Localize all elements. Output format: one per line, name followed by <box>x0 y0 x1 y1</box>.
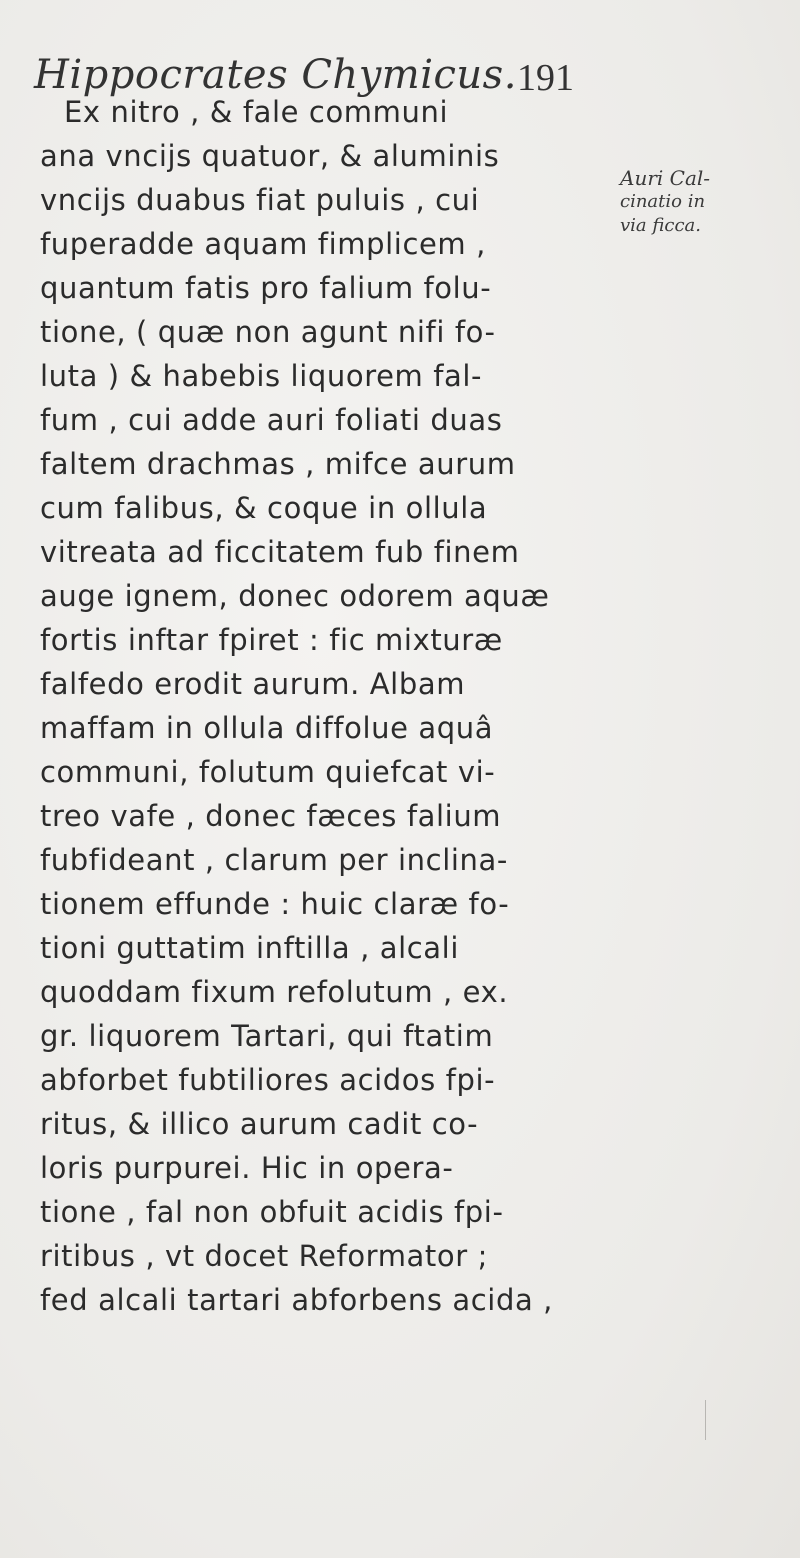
text-line: ritibus , vt docet Reformator ; <box>40 1239 488 1273</box>
paper-blemish <box>705 1400 706 1440</box>
page-number: 191 <box>517 57 574 99</box>
text-line: ana vncijs quatuor, & aluminis <box>40 139 500 173</box>
margin-note-line: via ficca. <box>620 215 701 236</box>
text-line: abforbet fubtiliores acidos fpi- <box>40 1063 496 1097</box>
text-line: vncijs duabus fiat puluis , cui <box>40 183 480 217</box>
text-line: fortis inftar fpiret : fic mixturæ <box>40 623 503 657</box>
text-line: faltem drachmas , mifce aurum <box>40 447 516 481</box>
text-line: quoddam fixum refolutum , ex. <box>40 975 509 1009</box>
running-title: Hippocrates Chymicus. <box>34 52 517 98</box>
text-line: fum , cui adde auri foliati duas <box>40 403 503 437</box>
text-line: quantum fatis pro falium folu- <box>40 271 492 305</box>
text-line: auge ignem, donec odorem aquæ <box>40 579 550 613</box>
margin-note-line: cinatio in <box>620 191 706 212</box>
text-line: fubfideant , clarum per inclina- <box>40 843 508 877</box>
text-line: fuperadde aquam fimplicem , <box>40 227 486 261</box>
text-line: treo vafe , donec fæces falium <box>40 799 502 833</box>
text-line: tione , fal non obfuit acidis fpi- <box>40 1195 504 1229</box>
text-line: ritus, & illico aurum cadit co- <box>40 1107 479 1141</box>
text-line: luta ) & habebis liquorem fal- <box>40 359 483 393</box>
text-line: Ex nitro , & fale communi <box>64 95 449 129</box>
text-line: loris purpurei. Hic in opera- <box>40 1151 454 1185</box>
text-line: falfedo erodit aurum. Albam <box>40 667 466 701</box>
body-text <box>40 84 600 1404</box>
text-line: communi, folutum quiefcat vi- <box>40 755 496 789</box>
text-line: fed alcali tartari abforbens acida , <box>40 1283 553 1317</box>
text-line: gr. liquorem Tartari, qui ftatim <box>40 1019 494 1053</box>
margin-note-line: Auri Cal- <box>620 166 711 190</box>
margin-note <box>620 166 790 238</box>
text-line: tione, ( quæ non agunt nifi fo- <box>40 315 496 349</box>
text-line: tioni guttatim inftilla , alcali <box>40 931 459 965</box>
text-line: maffam in ollula diffolue aquâ <box>40 711 494 745</box>
text-line: tionem effunde : huic claræ fo- <box>40 887 510 921</box>
text-line: vitreata ad ficcitatem fub finem <box>40 535 520 569</box>
text-line: cum falibus, & coque in ollula <box>40 491 488 525</box>
